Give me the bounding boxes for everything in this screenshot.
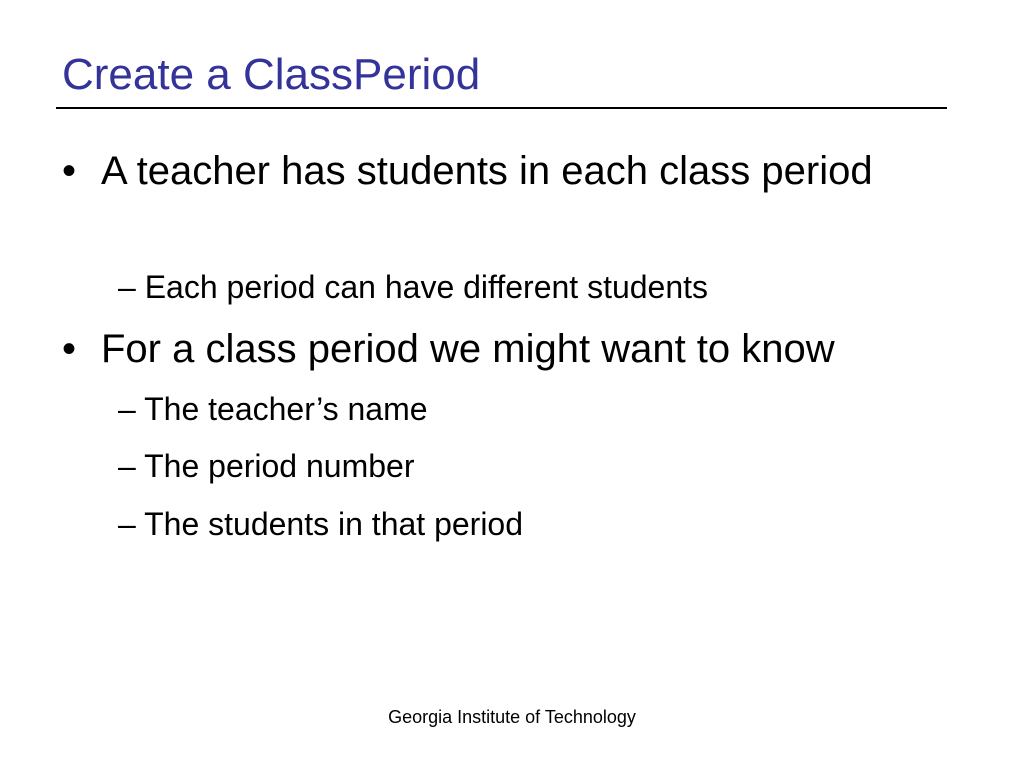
slide-title: Create a ClassPeriod bbox=[62, 50, 481, 99]
sub-bullet-text: The students in that period bbox=[144, 506, 524, 542]
sub-bullet-item bbox=[118, 267, 918, 307]
sub-bullet-item bbox=[118, 446, 918, 486]
sub-bullet-text: Each period can have different students bbox=[144, 269, 709, 305]
title-divider bbox=[56, 107, 947, 109]
sub-bullet-item bbox=[118, 389, 918, 429]
sub-bullet-text: The teacher’s name bbox=[144, 391, 428, 427]
bullet-item bbox=[62, 324, 922, 374]
slide-footer bbox=[0, 705, 1024, 729]
bullet-item bbox=[62, 146, 922, 196]
sub-bullet-marker: – bbox=[118, 506, 136, 542]
footer-text: Georgia Institute of Technology bbox=[388, 707, 636, 727]
sub-bullet-text: The period number bbox=[144, 448, 415, 484]
sub-bullet-item bbox=[118, 504, 918, 544]
bullet-text: For a class period we might want to know bbox=[101, 327, 835, 371]
bullet-marker: • bbox=[62, 327, 77, 371]
sub-bullet-marker: – bbox=[118, 448, 136, 484]
sub-bullet-marker: – bbox=[118, 391, 136, 427]
bullet-marker: • bbox=[62, 149, 77, 193]
bullet-text: A teacher has students in each class period bbox=[101, 149, 873, 193]
sub-bullet-marker: – bbox=[118, 269, 136, 305]
